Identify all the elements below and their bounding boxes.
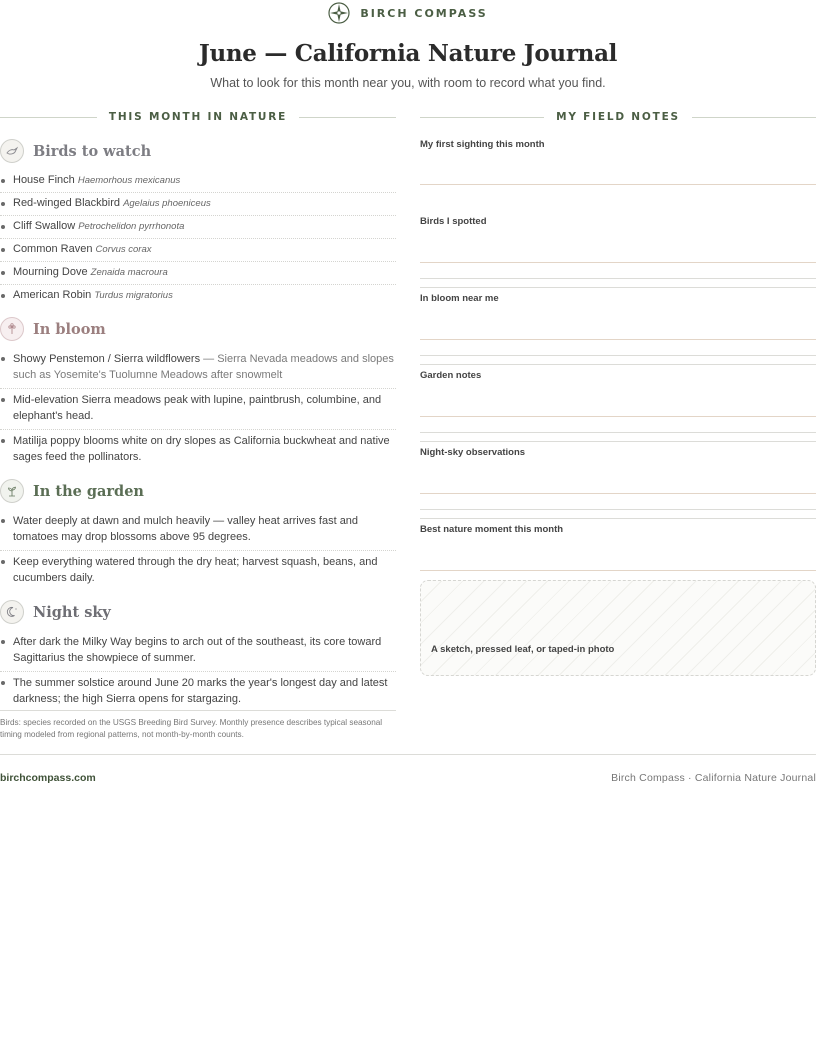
night-category-title: Night sky — [33, 603, 111, 621]
bird-name: Common Raven — [13, 243, 93, 255]
bird-name: American Robin — [13, 289, 92, 301]
scientific-name: Haemorhous mexicanus — [77, 175, 181, 186]
birds-category-title: Birds to watch — [33, 142, 152, 160]
writing-line — [420, 416, 816, 417]
sketch-box[interactable] — [420, 580, 816, 676]
writing-line — [420, 339, 816, 340]
writing-line — [420, 278, 816, 279]
list-item — [0, 348, 396, 389]
list-item: Water deeply at dawn and mulch heavily — valley heat arrives fast and tomatoes may drop blossoms above 95 degrees. — [0, 510, 396, 551]
list-item — [0, 430, 396, 470]
writing-line — [420, 432, 816, 433]
page-subtitle: What to look for this month near you, with room to record what you find. — [210, 76, 606, 90]
bird-icon — [0, 139, 24, 163]
nature-column — [0, 134, 396, 719]
garden-category-header — [0, 477, 396, 505]
scientific-name: Petrochelidon pyrrhonota — [78, 221, 185, 232]
field-notes-heading — [420, 110, 816, 124]
list-item — [0, 239, 396, 262]
scientific-name: Agelaius phoeniceus — [123, 198, 211, 209]
compass-rose-icon — [328, 2, 350, 24]
field-label: My first sighting this month — [420, 139, 545, 150]
writing-line — [420, 262, 816, 263]
footer-publication: Birch Compass · California Nature Journal — [611, 772, 816, 784]
field-first-sighting[interactable] — [420, 134, 816, 211]
scientific-name: Turdus migratorius — [94, 290, 173, 301]
field-birds-spotted[interactable] — [420, 211, 816, 288]
list-item: Keep everything watered through the dry heat; harvest squash, beans, and cucumbers daily. — [0, 551, 396, 591]
list-item — [0, 262, 396, 285]
field-notes-label: MY FIELD NOTES — [556, 111, 680, 123]
field-in-bloom[interactable] — [420, 288, 816, 365]
writing-line — [420, 493, 816, 494]
field-label: Night-sky observations — [420, 447, 526, 458]
list-item — [0, 170, 396, 193]
bloom-item-detail: — Sierra Nevada meadows and slopes such as Yosemite's Tuolumne Meadows after snowmelt — [13, 353, 394, 381]
list-item — [0, 285, 396, 308]
bird-name: Red-winged Blackbird — [13, 197, 120, 209]
page-footer — [0, 754, 816, 784]
garden-category-title: In the garden — [33, 482, 144, 500]
seedling-icon — [0, 479, 24, 503]
birds-list — [0, 170, 396, 308]
list-item — [0, 389, 396, 430]
writing-line — [420, 355, 816, 356]
divider — [420, 117, 544, 118]
night-category-header — [0, 598, 396, 626]
birds-category-header — [0, 137, 396, 165]
bird-name: House Finch — [13, 174, 75, 186]
footer-site-link[interactable]: birchcompass.com — [0, 772, 96, 784]
field-garden-notes[interactable] — [420, 365, 816, 442]
field-label: Birds I spotted — [420, 216, 487, 227]
moon-icon — [0, 600, 24, 624]
bloom-item-main: Showy Penstemon / Sierra wildflowers — [13, 353, 201, 365]
garden-list — [0, 510, 396, 591]
flower-icon — [0, 317, 24, 341]
page-title: June — California Nature Journal — [198, 40, 618, 67]
scientific-name: Corvus corax — [95, 244, 152, 255]
list-item: The summer solstice around June 20 marks the year's longest day and latest darkness; the high Sierra opens for stargazing. — [0, 672, 396, 712]
nature-section-heading — [0, 110, 396, 124]
divider — [299, 117, 396, 118]
writing-line — [420, 184, 816, 185]
field-notes-column — [420, 134, 816, 596]
field-label: Garden notes — [420, 370, 482, 381]
data-source-footnote: Birds: species recorded on the USGS Breeding Bird Survey. Monthly presence describes typical seasonal timing modeled from regional patterns, not month-by-month counts. — [0, 710, 396, 741]
bloom-list — [0, 348, 396, 470]
sketch-label: A sketch, pressed leaf, or taped-in photo — [431, 644, 615, 655]
list-item — [0, 193, 396, 216]
field-night-sky[interactable] — [420, 442, 816, 519]
brand-header — [0, 2, 816, 24]
bloom-category-title: In bloom — [33, 320, 106, 338]
divider — [692, 117, 816, 118]
list-item: After dark the Milky Way begins to arch out of the southeast, its core toward Sagittarius the showpiece of summer. — [0, 631, 396, 672]
field-label: Best nature moment this month — [420, 524, 564, 535]
brand-name: BIRCH COMPASS — [360, 6, 488, 20]
bloom-item-main: Mid-elevation Sierra meadows peak with lupine, paintbrush, columbine, and elephant's head. — [13, 394, 382, 422]
bird-name: Mourning Dove — [13, 266, 88, 278]
bird-name: Cliff Swallow — [13, 220, 76, 232]
field-label: In bloom near me — [420, 293, 499, 304]
scientific-name: Zenaida macroura — [90, 267, 168, 278]
nature-section-label: THIS MONTH IN NATURE — [108, 111, 288, 123]
night-list — [0, 631, 396, 712]
divider — [0, 117, 97, 118]
writing-line — [420, 509, 816, 510]
writing-line — [420, 570, 816, 571]
bloom-category-header — [0, 315, 396, 343]
bloom-item-main: Matilija poppy blooms white on dry slopes as California buckwheat and native sages feed the pollinators. — [13, 435, 390, 463]
list-item — [0, 216, 396, 239]
